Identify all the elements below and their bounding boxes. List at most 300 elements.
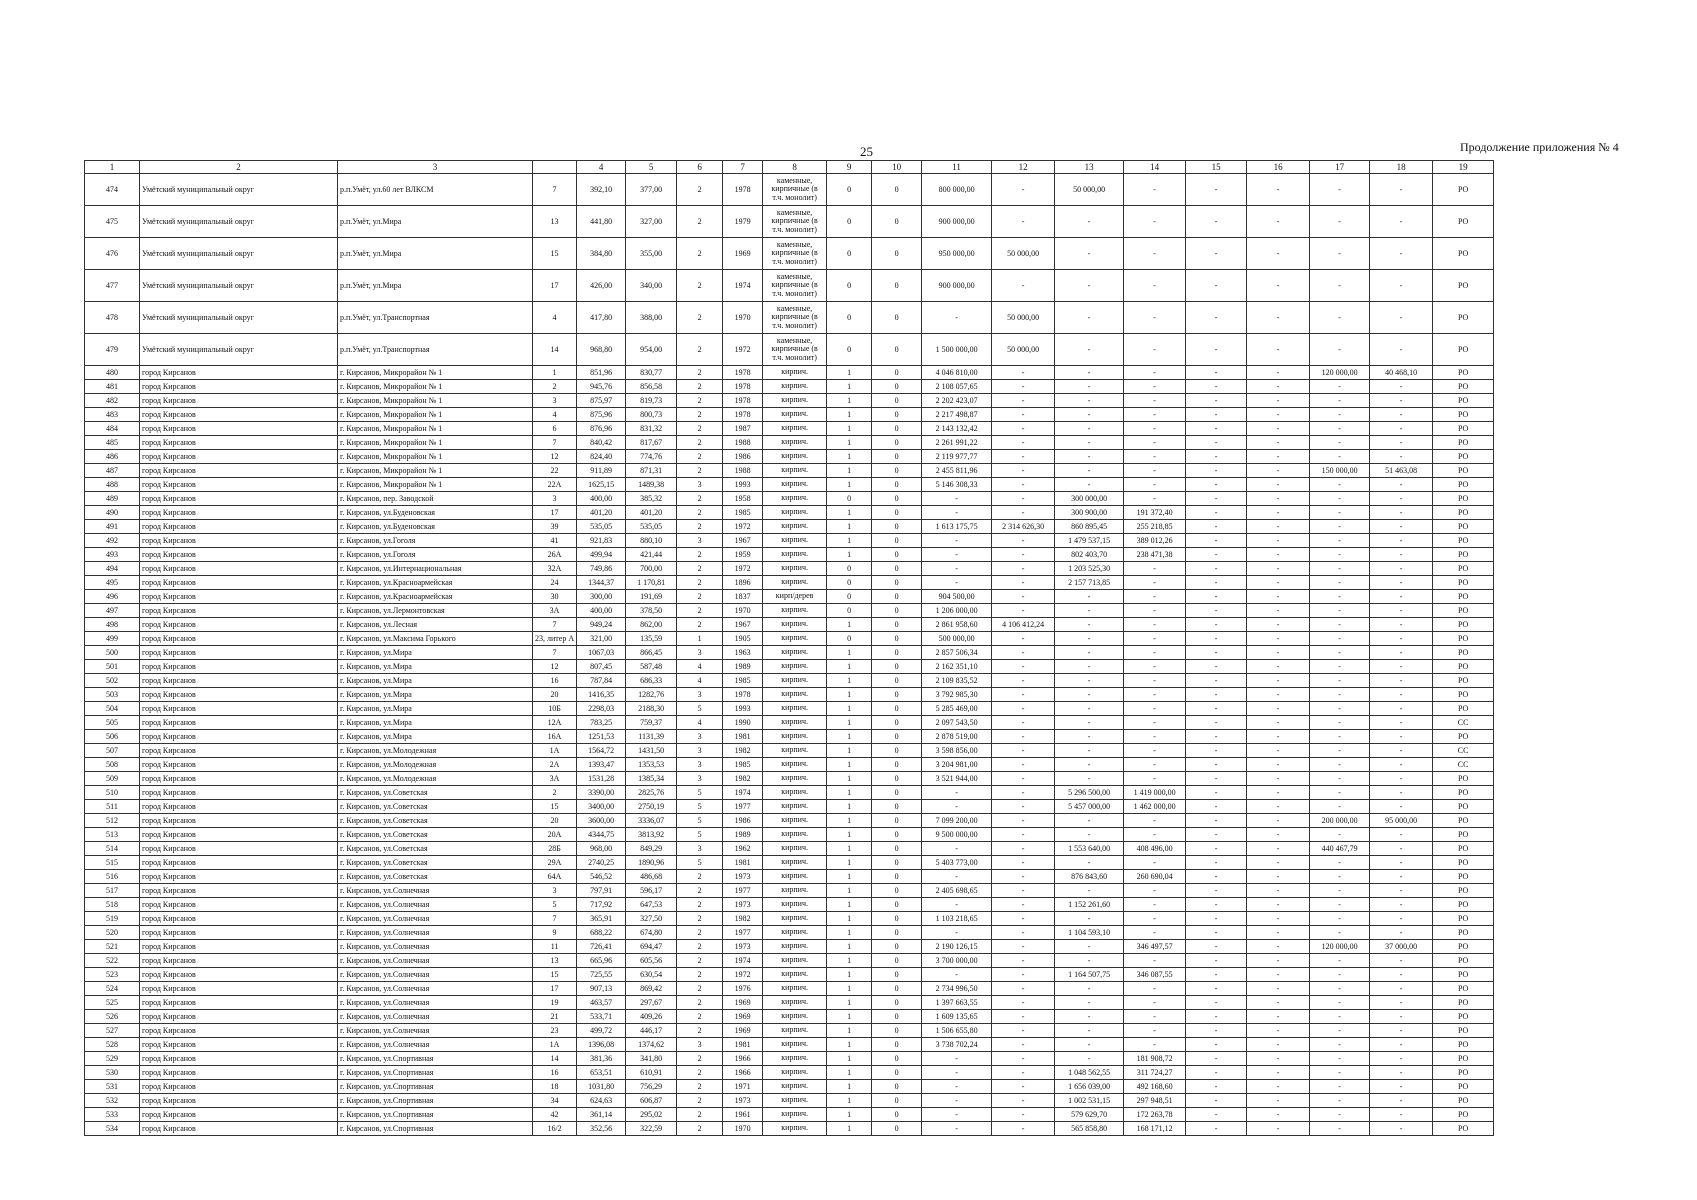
table-cell: г. Кирсанов, ул.Молодежная [338, 758, 533, 772]
table-cell: город Кирсанов [140, 604, 338, 618]
table-cell: 1 152 261,60 [1055, 898, 1124, 912]
table-cell: РО [1433, 674, 1494, 688]
table-cell: 1985 [723, 506, 763, 520]
table-cell: 1 206 000,00 [922, 604, 992, 618]
table-cell: 0 [872, 660, 922, 674]
table-cell: - [1124, 366, 1186, 380]
table-cell: 12 [533, 450, 577, 464]
table-cell: - [1310, 744, 1370, 758]
table-cell: - [922, 1080, 992, 1094]
table-cell: 1986 [723, 814, 763, 828]
table-cell: - [1247, 702, 1310, 716]
table-cell: - [1310, 436, 1370, 450]
table-cell: 0 [872, 646, 922, 660]
table-cell: 0 [872, 618, 922, 632]
table-cell: - [1186, 478, 1247, 492]
table-cell: 321,00 [577, 632, 626, 646]
table-cell: 529 [85, 1052, 140, 1066]
table-cell: 6 [533, 422, 577, 436]
table-cell: 0 [872, 744, 922, 758]
table-cell: 0 [872, 926, 922, 940]
table-cell: 1985 [723, 758, 763, 772]
table-cell: 0 [872, 492, 922, 506]
table-cell: 11 [533, 940, 577, 954]
table-cell: 2 [533, 786, 577, 800]
table-cell: 3 [677, 1038, 723, 1052]
table-cell: г. Кирсанов, ул.Спортивная [338, 1080, 533, 1094]
table-cell: - [1370, 730, 1433, 744]
table-cell: 17 [533, 506, 577, 520]
table-row [85, 1108, 1494, 1122]
table-cell: - [992, 576, 1055, 590]
table-cell: - [1186, 380, 1247, 394]
table-cell: 2 734 996,50 [922, 982, 992, 996]
table-cell: 3 [677, 730, 723, 744]
table-cell: г. Кирсанов, ул.Спортивная [338, 1094, 533, 1108]
table-cell: - [992, 772, 1055, 786]
table-cell: 900 000,00 [922, 270, 992, 302]
table-cell: г. Кирсанов, Микрорайон № 1 [338, 394, 533, 408]
table-cell: - [1310, 302, 1370, 334]
table-cell: - [1124, 688, 1186, 702]
table-cell: 0 [872, 464, 922, 478]
table-cell: 0 [872, 800, 922, 814]
table-cell: - [1247, 436, 1310, 450]
table-cell: город Кирсанов [140, 716, 338, 730]
table-cell: 0 [872, 954, 922, 968]
table-cell: - [1186, 884, 1247, 898]
table-cell: - [1370, 174, 1433, 206]
table-cell: - [1247, 674, 1310, 688]
table-cell: РО [1433, 302, 1494, 334]
table-cell: РО [1433, 856, 1494, 870]
table-cell: 1282,76 [626, 688, 677, 702]
table-cell: 505 [85, 716, 140, 730]
table-cell: кирпич. [763, 394, 827, 408]
table-cell: 2740,25 [577, 856, 626, 870]
table-cell: 1973 [723, 870, 763, 884]
table-cell: - [1310, 590, 1370, 604]
table-cell: - [1247, 1108, 1310, 1122]
table-cell: город Кирсанов [140, 912, 338, 926]
table-cell: Умётский муниципальный округ [140, 174, 338, 206]
table-cell: г. Кирсанов, Микрорайон № 1 [338, 380, 533, 394]
table-cell: 5 [677, 828, 723, 842]
table-cell: 3А [533, 604, 577, 618]
table-cell: - [1247, 506, 1310, 520]
table-cell: - [1310, 380, 1370, 394]
table-cell: 2 119 977,77 [922, 450, 992, 464]
table-cell: - [1186, 576, 1247, 590]
table-cell: 817,67 [626, 436, 677, 450]
table-cell: кирпич. [763, 366, 827, 380]
table-cell: РО [1433, 660, 1494, 674]
table-cell: - [1370, 270, 1433, 302]
table-cell: 1973 [723, 1094, 763, 1108]
table-cell: - [1055, 238, 1124, 270]
table-cell: кирпич. [763, 912, 827, 926]
table-cell: - [1124, 604, 1186, 618]
table-cell: - [1247, 562, 1310, 576]
table-cell: - [1370, 632, 1433, 646]
table-cell: город Кирсанов [140, 814, 338, 828]
table-cell: - [1310, 898, 1370, 912]
table-cell: 1 [827, 1122, 872, 1136]
column-header: 18 [1370, 161, 1433, 174]
table-row [85, 688, 1494, 702]
table-cell: - [992, 996, 1055, 1010]
table-row [85, 898, 1494, 912]
table-cell: 0 [872, 548, 922, 562]
table-cell: кирпич. [763, 436, 827, 450]
table-cell: 5 [677, 702, 723, 716]
table-row [85, 562, 1494, 576]
table-cell: - [1186, 912, 1247, 926]
table-cell: 1 [827, 856, 872, 870]
table-cell: - [1124, 478, 1186, 492]
table-cell: - [992, 206, 1055, 238]
table-cell: - [1247, 786, 1310, 800]
column-header: 15 [1186, 161, 1247, 174]
table-cell: РО [1433, 814, 1494, 828]
table-cell: - [1055, 856, 1124, 870]
table-cell: 830,77 [626, 366, 677, 380]
table-cell: - [992, 506, 1055, 520]
table-cell: 1977 [723, 884, 763, 898]
table-cell: 2 261 991,22 [922, 436, 992, 450]
table-cell: город Кирсанов [140, 772, 338, 786]
table-cell: - [1370, 786, 1433, 800]
table-cell: 260 690,04 [1124, 870, 1186, 884]
table-cell: - [1370, 870, 1433, 884]
table-cell: - [1310, 646, 1370, 660]
table-row [85, 302, 1494, 334]
table-cell: 3 [533, 394, 577, 408]
table-cell: РО [1433, 982, 1494, 996]
table-cell: город Кирсанов [140, 576, 338, 590]
table-cell: 2 [677, 940, 723, 954]
table-cell: 4 046 810,00 [922, 366, 992, 380]
table-cell: 0 [872, 534, 922, 548]
table-cell: 950 000,00 [922, 238, 992, 270]
table-cell: 511 [85, 800, 140, 814]
table-cell: кирпич. [763, 856, 827, 870]
table-cell: РО [1433, 954, 1494, 968]
table-cell: - [1186, 1066, 1247, 1080]
table-cell: 1970 [723, 604, 763, 618]
table-cell: - [1310, 576, 1370, 590]
table-cell: - [1247, 940, 1310, 954]
column-header: 7 [723, 161, 763, 174]
table-cell: 530 [85, 1066, 140, 1080]
table-cell: - [1186, 940, 1247, 954]
table-cell: - [1124, 814, 1186, 828]
table-cell: город Кирсанов [140, 422, 338, 436]
table-cell: - [1247, 856, 1310, 870]
table-cell: 1971 [723, 1080, 763, 1094]
table-cell: 532 [85, 1094, 140, 1108]
table-cell: 900 000,00 [922, 206, 992, 238]
table-cell: 1972 [723, 968, 763, 982]
table-cell: - [1186, 366, 1247, 380]
table-cell: 840,42 [577, 436, 626, 450]
column-header: 6 [677, 161, 723, 174]
table-cell: 831,32 [626, 422, 677, 436]
table-cell: - [1186, 968, 1247, 982]
appendix-continuation-note: Продолжение приложения № 4 [1460, 140, 1619, 154]
table-cell: город Кирсанов [140, 380, 338, 394]
table-cell: - [992, 786, 1055, 800]
table-cell: - [1186, 238, 1247, 270]
table-cell: 498 [85, 618, 140, 632]
table-cell: 866,45 [626, 646, 677, 660]
table-cell: - [922, 1094, 992, 1108]
table-cell: - [1055, 730, 1124, 744]
table-cell: город Кирсанов [140, 856, 338, 870]
table-cell: кирпич. [763, 422, 827, 436]
table-cell: - [1186, 506, 1247, 520]
table-cell: 1 [827, 968, 872, 982]
table-cell: - [1247, 492, 1310, 506]
table-row [85, 996, 1494, 1010]
table-cell: - [1370, 534, 1433, 548]
table-cell: - [1055, 954, 1124, 968]
table-cell: 0 [827, 562, 872, 576]
table-cell: 2 [677, 912, 723, 926]
table-cell: 0 [872, 1080, 922, 1094]
table-cell: - [1247, 660, 1310, 674]
table-cell: кирпич. [763, 506, 827, 520]
table-cell: - [1370, 828, 1433, 842]
table-cell: 1 [827, 1080, 872, 1094]
table-cell: - [1055, 334, 1124, 366]
table-cell: г. Кирсанов, ул.Советская [338, 786, 533, 800]
table-cell: 2298,03 [577, 702, 626, 716]
table-cell: - [1310, 506, 1370, 520]
table-cell: 3 792 985,30 [922, 688, 992, 702]
table-cell: г. Кирсанов, ул.Солнечная [338, 940, 533, 954]
table-cell: кирпич. [763, 744, 827, 758]
table-cell: - [1247, 394, 1310, 408]
table-cell: город Кирсанов [140, 1066, 338, 1080]
table-cell: - [1310, 772, 1370, 786]
table-cell: кирпич. [763, 478, 827, 492]
table-cell: 0 [872, 334, 922, 366]
table-cell: 1976 [723, 982, 763, 996]
table-cell: РО [1433, 422, 1494, 436]
table-cell: Умётский муниципальный округ [140, 302, 338, 334]
table-cell: - [1124, 1024, 1186, 1038]
table-cell: 0 [872, 590, 922, 604]
table-cell: - [1124, 464, 1186, 478]
table-cell: г. Кирсанов, ул.Спортивная [338, 1108, 533, 1122]
table-cell: 0 [872, 716, 922, 730]
table-cell: 7 [533, 618, 577, 632]
table-cell: 297,67 [626, 996, 677, 1010]
table-row [85, 828, 1494, 842]
table-cell: - [1186, 842, 1247, 856]
table-cell: - [1370, 576, 1433, 590]
table-cell: 7 [533, 646, 577, 660]
table-cell: - [1055, 422, 1124, 436]
table-cell: 512 [85, 814, 140, 828]
table-cell: - [1247, 772, 1310, 786]
table-cell: 477 [85, 270, 140, 302]
table-cell: РО [1433, 206, 1494, 238]
table-cell: - [1124, 884, 1186, 898]
table-cell: - [1055, 814, 1124, 828]
table-cell: 1 [827, 464, 872, 478]
table-cell: - [1247, 576, 1310, 590]
table-cell: кирпич. [763, 576, 827, 590]
table-cell: 0 [872, 380, 922, 394]
table-cell: 0 [872, 576, 922, 590]
table-cell: 50 000,00 [992, 302, 1055, 334]
table-cell: 401,20 [577, 506, 626, 520]
table-cell: 0 [872, 1024, 922, 1038]
table-cell: 4 [677, 674, 723, 688]
table-cell: 1251,53 [577, 730, 626, 744]
table-cell: 446,17 [626, 1024, 677, 1038]
table-cell: 1 [827, 520, 872, 534]
table-cell: 802 403,70 [1055, 548, 1124, 562]
table-cell: - [992, 408, 1055, 422]
table-cell: 1993 [723, 478, 763, 492]
table-cell: 0 [827, 334, 872, 366]
table-cell: 1 [827, 926, 872, 940]
table-cell: - [1186, 174, 1247, 206]
table-cell: кирпич. [763, 450, 827, 464]
table-cell: - [992, 828, 1055, 842]
table-cell: 440 467,79 [1310, 842, 1370, 856]
table-cell: - [992, 1094, 1055, 1108]
table-cell: - [1124, 238, 1186, 270]
table-cell: - [1310, 394, 1370, 408]
table-cell: 1963 [723, 646, 763, 660]
table-cell: 531 [85, 1080, 140, 1094]
table-cell: 172 263,78 [1124, 1108, 1186, 1122]
table-cell: - [922, 492, 992, 506]
table-cell: 1896 [723, 576, 763, 590]
table-cell: 0 [827, 206, 872, 238]
table-cell: 515 [85, 856, 140, 870]
table-cell: - [1055, 408, 1124, 422]
table-cell: г. Кирсанов, Микрорайон № 1 [338, 450, 533, 464]
table-cell: РО [1433, 688, 1494, 702]
column-header: 16 [1247, 161, 1310, 174]
table-cell: кирпич. [763, 548, 827, 562]
table-cell: 1978 [723, 394, 763, 408]
table-cell: 1973 [723, 940, 763, 954]
table-cell: 807,45 [577, 660, 626, 674]
table-cell: г. Кирсанов, ул.Солнечная [338, 1038, 533, 1052]
table-cell: - [1186, 730, 1247, 744]
table-cell: РО [1433, 996, 1494, 1010]
table-cell: 1 [827, 422, 872, 436]
table-cell: - [1247, 814, 1310, 828]
table-cell: РО [1433, 1010, 1494, 1024]
table-cell: 297 948,51 [1124, 1094, 1186, 1108]
table-cell: 340,00 [626, 270, 677, 302]
table-cell: - [1247, 618, 1310, 632]
table-cell: 7 099 200,00 [922, 814, 992, 828]
table-cell: - [1310, 856, 1370, 870]
table-cell: 1978 [723, 688, 763, 702]
table-cell: - [1370, 646, 1433, 660]
table-cell: 1 [827, 898, 872, 912]
column-header: 8 [763, 161, 827, 174]
table-cell: 1 [827, 1108, 872, 1122]
table-cell: - [1186, 660, 1247, 674]
table-cell: кирп/дерев [763, 590, 827, 604]
table-cell: 0 [827, 604, 872, 618]
table-cell: город Кирсанов [140, 702, 338, 716]
table-cell: кирпич. [763, 604, 827, 618]
table-cell: город Кирсанов [140, 688, 338, 702]
table-cell: - [922, 926, 992, 940]
table-cell: г. Кирсанов, ул.Гоголя [338, 534, 533, 548]
table-cell: 0 [872, 996, 922, 1010]
table-cell: 3 738 702,24 [922, 1038, 992, 1052]
table-cell: 522 [85, 954, 140, 968]
table-cell: - [1186, 716, 1247, 730]
table-cell: 1837 [723, 590, 763, 604]
table-row [85, 884, 1494, 898]
table-cell: - [1370, 800, 1433, 814]
table-cell: - [1055, 996, 1124, 1010]
table-cell: - [1247, 982, 1310, 996]
table-cell: - [1310, 884, 1370, 898]
table-cell: г. Кирсанов, ул.Солнечная [338, 926, 533, 940]
table-cell: 1 [827, 912, 872, 926]
table-cell: - [1370, 1066, 1433, 1080]
table-cell: - [1186, 408, 1247, 422]
table-cell: 0 [872, 688, 922, 702]
table-cell: - [992, 1024, 1055, 1038]
table-cell: город Кирсанов [140, 968, 338, 982]
table-cell: - [1186, 632, 1247, 646]
table-cell: город Кирсанов [140, 450, 338, 464]
table-cell: 355,00 [626, 238, 677, 270]
table-cell: - [1310, 660, 1370, 674]
table-cell: - [992, 366, 1055, 380]
table-cell: 17 [533, 270, 577, 302]
table-cell: - [1370, 1010, 1433, 1024]
table-cell: 3 521 944,00 [922, 772, 992, 786]
table-cell: - [992, 730, 1055, 744]
table-cell: - [1186, 422, 1247, 436]
table-cell: - [1370, 422, 1433, 436]
table-cell: - [1310, 800, 1370, 814]
table-cell: 1978 [723, 366, 763, 380]
table-cell: - [1186, 270, 1247, 302]
table-cell: РО [1433, 702, 1494, 716]
table-cell: - [992, 492, 1055, 506]
table-cell: г. Кирсанов, ул.Спортивная [338, 1122, 533, 1136]
table-cell: 1 [827, 674, 872, 688]
table-cell: - [1247, 1066, 1310, 1080]
table-cell: - [1186, 520, 1247, 534]
table-cell: каменные, кирпичные (в т.ч. монолит) [763, 238, 827, 270]
table-row [85, 674, 1494, 688]
table-cell: - [1124, 996, 1186, 1010]
table-cell: 2 [677, 870, 723, 884]
table-cell: РО [1433, 912, 1494, 926]
table-cell: 624,63 [577, 1094, 626, 1108]
table-cell: 1396,08 [577, 1038, 626, 1052]
table-cell: - [1055, 688, 1124, 702]
table-cell: - [1310, 688, 1370, 702]
